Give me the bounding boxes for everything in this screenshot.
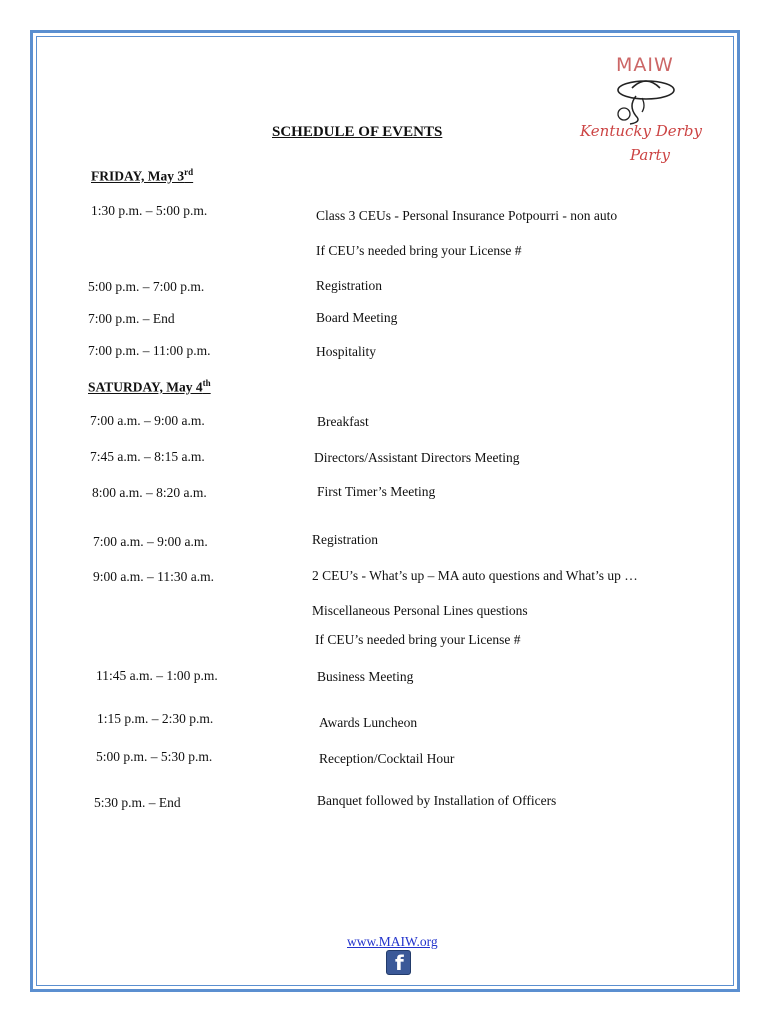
day-heading-friday	[91, 167, 193, 185]
schedule-event: 2 CEU’s - What’s up – MA auto questions and What’s up …	[312, 568, 638, 583]
schedule-time: 5:00 p.m. – 7:00 p.m.	[88, 279, 205, 294]
schedule-note: If CEU’s needed bring your License #	[315, 632, 521, 647]
schedule-time: 9:00 a.m. – 11:30 a.m.	[93, 569, 214, 584]
facebook-icon[interactable]: f	[386, 950, 411, 975]
saturday-label: SATURDAY, May 4	[88, 379, 203, 395]
logo-text: MAIW	[616, 54, 674, 76]
schedule-time: 1:15 p.m. – 2:30 p.m.	[97, 711, 214, 726]
schedule-event: First Timer’s Meeting	[317, 484, 436, 499]
friday-label: FRIDAY, May 3	[91, 168, 185, 184]
schedule-time: 7:00 p.m. – End	[88, 311, 175, 326]
saturday-ordinal: th	[202, 378, 211, 388]
logo-script-line2: Party	[630, 146, 671, 164]
page-title: SCHEDULE OF EVENTS	[272, 124, 443, 140]
schedule-time: 7:00 a.m. – 9:00 a.m.	[90, 413, 205, 428]
schedule-event: Registration	[316, 278, 382, 293]
schedule-time: 5:00 p.m. – 5:30 p.m.	[96, 749, 213, 764]
schedule-time: 5:30 p.m. – End	[94, 795, 181, 810]
schedule-time: 7:00 a.m. – 9:00 a.m.	[93, 534, 208, 549]
maiw-derby-logo	[578, 52, 718, 172]
schedule-time: 11:45 a.m. – 1:00 p.m.	[96, 668, 218, 683]
schedule-event: Reception/Cocktail Hour	[319, 751, 455, 766]
schedule-time: 1:30 p.m. – 5:00 p.m.	[91, 203, 208, 218]
schedule-event: Awards Luncheon	[319, 715, 418, 730]
schedule-note: Miscellaneous Personal Lines questions	[312, 603, 528, 618]
schedule-event: Registration	[312, 532, 378, 547]
schedule-time: 7:00 p.m. – 11:00 p.m.	[88, 343, 211, 358]
schedule-event: Class 3 CEUs - Personal Insurance Potpourri - non auto	[316, 208, 618, 223]
logo-script-line1: Kentucky Derby	[580, 122, 702, 140]
day-heading-saturday	[88, 378, 211, 396]
schedule-event: Board Meeting	[316, 310, 398, 325]
schedule-event: Banquet followed by Installation of Officers	[317, 793, 557, 808]
schedule-time: 8:00 a.m. – 8:20 a.m.	[92, 485, 207, 500]
schedule-note: If CEU’s needed bring your License #	[316, 243, 522, 258]
schedule-event: Hospitality	[316, 344, 376, 359]
derby-hat-lady-icon	[608, 76, 678, 126]
friday-ordinal: rd	[184, 167, 194, 177]
schedule-event: Directors/Assistant Directors Meeting	[314, 450, 520, 465]
schedule-event: Business Meeting	[317, 669, 414, 684]
schedule-event: Breakfast	[317, 414, 369, 429]
schedule-time: 7:45 a.m. – 8:15 a.m.	[90, 449, 205, 464]
maiw-website-link[interactable]: www.MAIW.org	[347, 934, 438, 949]
